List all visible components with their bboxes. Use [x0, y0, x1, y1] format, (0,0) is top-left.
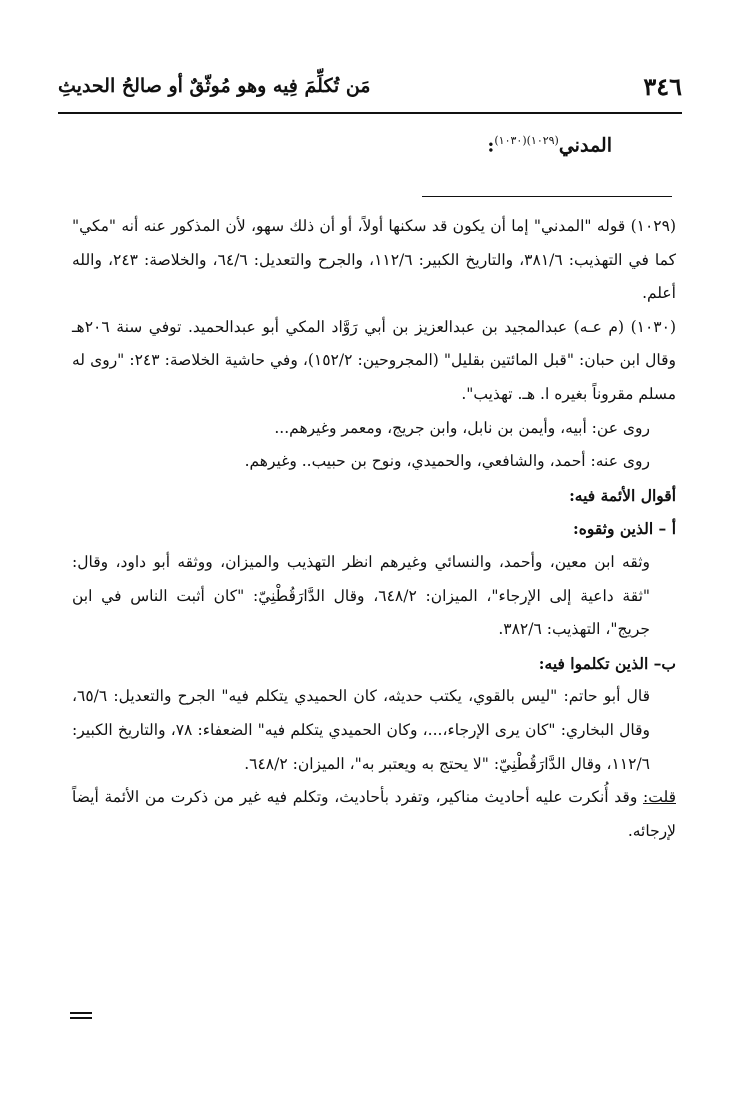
end-mark	[70, 1012, 92, 1022]
imams-heading: أقوال الأئمة فيه:	[569, 485, 676, 505]
main-entry	[487, 134, 612, 156]
critics-paragraph: قال أبو حاتم: "ليس بالقوي، يكتب حديثه، كان الحميدي يتكلم فيه" الجرح والتعديل: ٦٥/٦، وقال البخاري: "كان يرى الإرجاء،...، وكان الحميدي يتكلم فيه" الضعفاء: ٧٨، والتاريخ الكبير: ١١٢/٦، وقال الدَّارَقُطْنِيّ: "لا يحتج به ويعتبر به"، الميزان: ٦٤٨/٢.	[72, 687, 650, 773]
running-title: مَن تُكلِّمَ فِيه وهو مُوثّقٌ أو صالحُ الحديثِ	[58, 75, 371, 97]
body-text	[72, 210, 676, 848]
entry-colon: :	[487, 134, 495, 157]
footnote-1029: (١٠٢٩) قوله "المدني" إما أن يكون قد سكنها أولاً، أو أن ذلك سهو، لأن المذكور عنه أنه "مكي" كما في التهذيب: ٣٨١/٦، والتاريخ الكبير: ١١٢/٦، والجرح والتعديل: ٦٤/٦، والخلاصة: ٢٤٣، والله أعلم.	[72, 217, 676, 303]
footnote-separator	[422, 196, 672, 197]
narrated-from: روى عن: أبيه، وأيمن بن نابل، وابن جريج، ومعمر وغيرهم...	[274, 418, 650, 437]
note-paragraph	[72, 781, 676, 848]
entry-name: المدني	[558, 134, 612, 157]
page-header	[58, 68, 682, 104]
trusted-paragraph: وثقه ابن معين، وأحمد، والنسائي وغيرهم انظر التهذيب والميزان، ووثقه أبو داود، وقال: "ثقة داعية إلى الإرجاء"، الميزان: ٦٤٨/٢، وقال الدَّارَقُطْنِيّ: "كان أثبت الناس في ابن جريج"، التهذيب: ٣٨٢/٦.	[72, 552, 651, 639]
note-label: قلت:	[643, 788, 676, 807]
critics-heading: ب– الذين تكلموا فيه:	[538, 653, 676, 673]
trusted-heading: أ – الذين وثقوه:	[572, 519, 676, 539]
note-text: وقد أُنكرت عليه أحاديث مناكير، وتفرد بأحاديث، وتكلم فيه غير من ذكرت من الأئمة أيضاً لإرجائه.	[72, 788, 676, 840]
page-number: ٣٤٦	[643, 71, 682, 101]
footnote-refs: (١٠٢٩)(١٠٣٠)	[494, 134, 559, 147]
footnote-1030: (١٠٣٠) (م عـه) عبدالمجيد بن عبدالعزيز بن أبي رَوَّاد المكي أبو عبدالحميد. توفي سنة ٢٠٦هـ وقال ابن حبان: "قبل المائتين بقليل" (المجروحين: ١٥٢/٢)، وفي حاشية الخلاصة: ٢٤٣: "روى له مسلم مقروناً بغيره ا. هـ. تهذيب".	[72, 317, 677, 403]
header-rule	[58, 112, 682, 114]
narrated-by: روى عنه: أحمد، والشافعي، والحميدي، ونوح بن حبيب.. وغيرهم.	[244, 452, 650, 471]
